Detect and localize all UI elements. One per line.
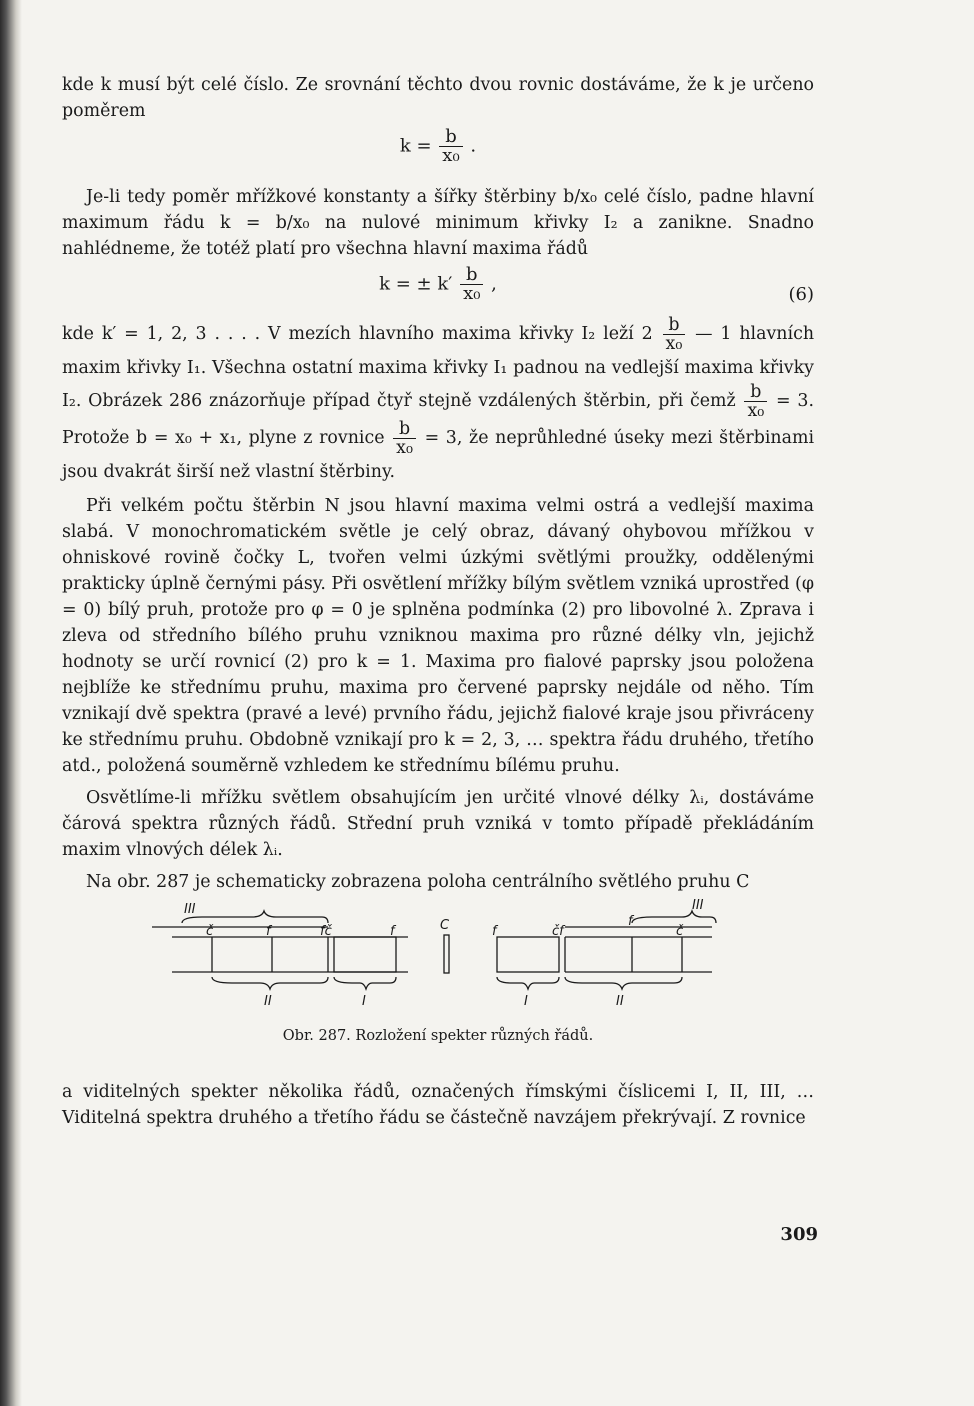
paragraph-1: kde k musí být celé číslo. Ze srovnání těchto dvou rovnic dostáváme, že k je určeno poměrem bbox=[62, 75, 814, 121]
eq2-lhs: k = ± k′ bbox=[379, 273, 453, 295]
label-III-right: III bbox=[692, 898, 704, 913]
figure-287 bbox=[62, 899, 814, 1079]
label-f-left-2: f bbox=[390, 924, 395, 939]
label-II-right: II bbox=[616, 994, 624, 1009]
eq2-numerator: b bbox=[465, 264, 478, 285]
paragraph-3 bbox=[62, 316, 814, 487]
p3-frac2-den: x₀ bbox=[744, 401, 767, 420]
p3-part-c: = 3. Protože b = x₀ + x₁, plyne z rovnice bbox=[62, 391, 814, 448]
label-f-right: f bbox=[492, 924, 497, 939]
paragraph-7: a viditelných spekter několika řádů, označených římskými číslicemi I, II, III, … Viditelná spektra druhého a třetího řádu se částečně navzájem překrývají. Z rovnice bbox=[62, 1082, 814, 1128]
paragraph-5: Osvětlíme-li mřížku světlem obsahujícím jen určité vlnové délky λᵢ, dostáváme čárová spektra různých řádů. Střední pruh vzniká v tomto případě překládáním maxim vlnových délek λᵢ. bbox=[62, 788, 814, 860]
label-I-right: I bbox=[524, 994, 528, 1009]
eq1-fraction bbox=[439, 128, 462, 165]
p3-frac1-den: x₀ bbox=[663, 334, 686, 353]
page-binding-edge bbox=[0, 0, 22, 1406]
p3-part-d: = 3, že neprůhledné úseky mezi štěrbinami jsou dvakrát širší než vlastní štěrbiny. bbox=[62, 428, 815, 482]
p3-frac2-num: b bbox=[750, 382, 762, 402]
p3-frac3-den: x₀ bbox=[393, 438, 416, 457]
label-III-left: III bbox=[184, 902, 196, 917]
paragraph-4: Při velkém počtu štěrbin N jsou hlavní maxima velmi ostrá a vedlejší maxima slabá. V monochromatickém světle je celý obraz, dávaný ohybovou mřížkou v ohniskové rovině čočky L, tvořen velmi úzkými světlými proužky, oddělenými prakticky úplně černými pásy. Při osvětlení mřížky bílým světlem vzniká uprostřed (φ = 0) bílý pruh, protože pro φ = 0 je splněna podmínka (2) pro libovolné λ. Zprava i zleva od středního bílého pruhu vzniknou maxima pro různé délky vln, jejichž hodnoty se určí rovnicí (2) pro k = 1. Maxima pro fialové paprsky jsou položena nejblíže ke střednímu pruhu, maxima pro červené paprsky nejdále od něho. Tím vznikají dvě spektra (pravé a levé) prvního řádu, jejichž fialové kraje jsou přivráceny ke střednímu pruhu. Obdobně vznikají pro k = 2, 3, … spektra řádu druhého, třetího atd., položená souměrně vzhledem ke střednímu bílému pruhu. bbox=[62, 496, 814, 776]
p3-fraction-3 bbox=[393, 420, 416, 457]
p3-part-b: — 1 hlavních maxim křivky I₁. Všechna ostatní maxima křivky I₁ padnou na vedlejší maxima křivky I₂. Obrázek 286 znázorňuje případ čtyř stejně vzdálených štěrbin, při čemž bbox=[62, 324, 815, 411]
label-c-right: č bbox=[676, 924, 684, 939]
p3-frac3-num: b bbox=[398, 419, 411, 439]
page-number: 309 bbox=[780, 1224, 818, 1245]
figure-caption: Obr. 287. Rozložení spekter různých řádů. bbox=[282, 1028, 594, 1044]
equation-1 bbox=[62, 124, 814, 178]
p3-fraction-1 bbox=[663, 316, 686, 353]
eq2-denominator: x₀ bbox=[460, 284, 483, 303]
p3-part-a: kde k′ = 1, 2, 3 . . . . V mezích hlavního maxima křivky I₂ leží 2 bbox=[62, 324, 653, 344]
paragraph-6: Na obr. 287 je schematicky zobrazena poloha centrálního světlého pruhu C bbox=[86, 872, 750, 892]
label-fc: fč bbox=[320, 924, 332, 939]
eq1-lhs: k = bbox=[399, 135, 432, 157]
eq1-tail: . bbox=[470, 135, 477, 157]
label-f-right-2: f bbox=[628, 914, 633, 929]
label-C: C bbox=[440, 918, 450, 933]
eq1-numerator: b bbox=[445, 126, 457, 147]
eq1-denominator: x₀ bbox=[439, 146, 462, 165]
equation-6 bbox=[62, 262, 814, 316]
page-body bbox=[62, 72, 814, 1131]
label-f-left: f bbox=[266, 924, 271, 939]
label-II-left: II bbox=[264, 994, 272, 1009]
equation-number: (6) bbox=[788, 284, 814, 305]
eq2-fraction bbox=[460, 266, 483, 303]
label-c-left: č bbox=[206, 924, 214, 939]
eq2-tail: , bbox=[491, 273, 497, 295]
paragraph-2: Je-li tedy poměr mřížkové konstanty a šířky štěrbiny b/x₀ celé číslo, padne hlavní maximum řádu k = b/x₀ na nulové minimum křivky I₂ a zanikne. Snadno nahlédneme, že totéž platí pro všechna hlavní maxima řádů bbox=[62, 187, 814, 259]
spectra-diagram bbox=[142, 898, 742, 1017]
p3-fraction-2 bbox=[744, 383, 767, 420]
label-cf: čf bbox=[552, 924, 564, 939]
label-I-left: I bbox=[362, 994, 366, 1009]
p3-frac1-num: b bbox=[668, 315, 680, 335]
